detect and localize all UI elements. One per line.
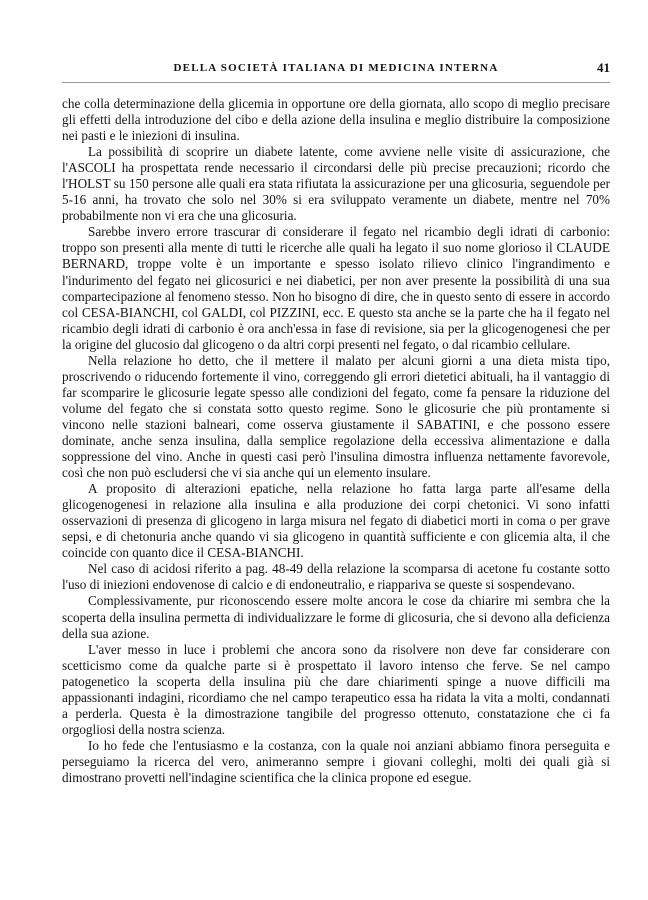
page-number: 41 [597, 60, 610, 75]
paragraph-9: Io ho fede che l'entusiasmo e la costanza, con la quale noi anziani abbiamo finora perseguita e perseguiamo la ricerca del vero, animeranno sempre i giovani colleghi, molti dei quali già si dimostrano provetti nell'indagine scientifica che la clinica propone ed esegue. [62, 737, 610, 785]
body-text [62, 96, 610, 786]
paragraph-2: La possibilità di scoprire un diabete latente, come avviene nelle visite di assicurazione, che l'ASCOLI ha prospettata rende necessario il circondarsi delle più precise precauzioni; ricordo che l'HOLST su 150 persone alle quali era stata rifiutata la assicurazione per una glicosuria, seguendole per 5-16 anni, ha trovato che solo nel 30% si era sviluppato veramente un diabete, mentre nel 70% probabilmente non vi era che una glicosuria. [62, 144, 610, 224]
paragraph-8: L'aver messo in luce i problemi che ancora sono da risolvere non deve far considerare con scetticismo come da qualche parte si è prospettato il lavoro intenso che ferve. Se nel campo patogenetico la scoperta della insulina più che dare chiarimenti spinge a nuove difficili ma appassionanti indagini, ricordiamo che nel campo terapeutico essa ha ridata la vita a molti, condannati a perderla. Questa è la dimostrazione tangibile del progresso ottenuto, constatazione che ci fa orgogliosi della nostra scienza. [62, 641, 610, 737]
paragraph-3: Sarebbe invero errore trascurar di considerare il fegato nel ricambio degli idrati di carbonio: troppo son presenti alla mente di tutti le ricerche alle quali ha legato il suo nome glorioso il CLAUDE BERNARD, troppe volte è un importante e spesso isolato rilievo clinico l'ingrandimento e l'indurimento del fegato nei glicosurici e nei diabetici, per non aver presente la possibilità di una sua compartecipazione al fenomeno stesso. Non ho bisogno di dire, che in questo sento di essere in accordo col CESA-BIANCHI, col GALDI, col PIZZINI, ecc. E questo sta anche se la parte che ha il fegato nel ricambio degli idrati di carbonio è ora anch'essa in fase di revisione, sia per la glicogenogenesi che per la origine del glucosio dal glicogeno o da altri corpi presenti nel fegato, o dal ricambio cellulare. [62, 224, 610, 352]
running-header [62, 60, 610, 80]
running-title: DELLA SOCIETÀ ITALIANA DI MEDICINA INTERNA [173, 62, 499, 74]
paragraph-7: Complessivamente, pur riconoscendo essere molte ancora le cose da chiarire mi sembra che la scoperta della insulina permetta di individualizzare le forme di glicosuria, che si devono alla deficienza della sua azione. [62, 593, 610, 641]
header-rule [62, 82, 610, 83]
paragraph-1: che colla determinazione della glicemia in opportune ore della giornata, allo scopo di meglio precisare gli effetti della introduzione del cibo e della azione della insulina e meglio distribuire la composizione nei pasti e le iniezioni di insulina. [62, 96, 610, 144]
paragraph-6: Nel caso di acidosi riferito a pag. 48-49 della relazione la scomparsa di acetone fu costante sotto l'uso di iniezioni endovenose di calcio e di endoneutralio, e riappariva se queste si sospendevano. [62, 561, 610, 593]
paragraph-5: A proposito di alterazioni epatiche, nella relazione ho fatta larga parte all'esame della glicogenogenesi in relazione alla insulina e alla produzione dei corpi chetonici. Vi sono infatti osservazioni di presenza di glicogeno in larga misura nel fegato di diabetici morti in coma o per grave sepsi, e di chetonuria anche quando vi sia glicogeno in quantità sufficiente e con glicemia alta, il che coincide con quanto dice il CESA-BIANCHI. [62, 481, 610, 561]
paragraph-4: Nella relazione ho detto, che il mettere il malato per alcuni giorni a una dieta mista tipo, proscrivendo o riducendo fortemente il vino, correggendo gli errori dietetici abituali, ha il vantaggio di far scomparire le glicosurie legate spesso alle condizioni del fegato, come fa pensare la riduzione del volume del fegato che si constata sotto questo regime. Sono le glicosurie che più prontamente si vincono nelle stazioni balneari, come osserva giustamente il SABATINI, e che possono essere dominate, anche senza insulina, dalla semplice regolazione della eccessiva alimentazione e dalla soppressione del vino. Anche in questi casi però l'insulina dimostra influenza nettamente favorevole, così che non può escludersi che vi sia anche qui un elemento insulare. [62, 352, 610, 481]
